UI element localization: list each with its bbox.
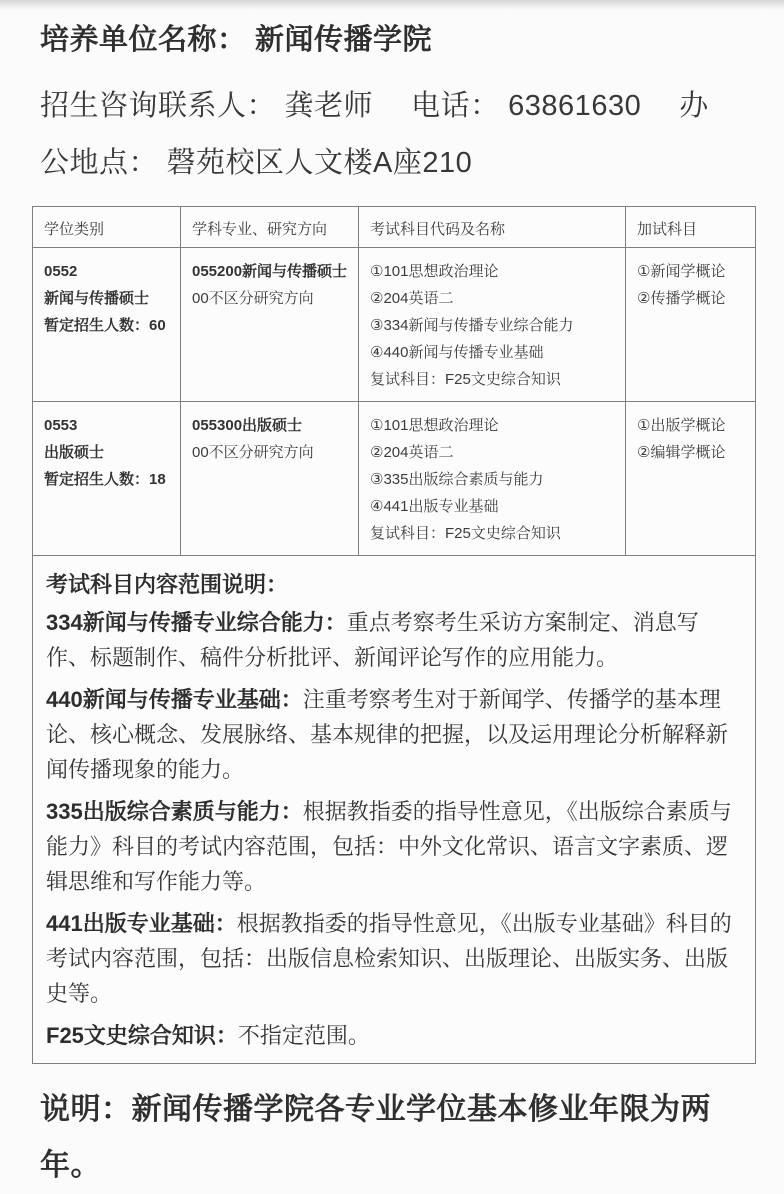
- cell-line: ②204英语二: [370, 290, 454, 307]
- note-paragraph: [46, 1018, 741, 1053]
- cell-line: ①出版学概论: [637, 417, 726, 434]
- cell-line: 新闻与传播硕士: [44, 290, 150, 307]
- note-paragraph: [46, 605, 741, 675]
- cell-line: ①101思想政治理论: [370, 263, 499, 280]
- note-paragraph: [46, 794, 741, 899]
- notes-row: [33, 556, 756, 1064]
- column-header: 学科专业、研究方向: [181, 207, 359, 248]
- column-header: 考试科目代码及名称: [359, 207, 626, 248]
- degree-category-cell: [33, 248, 181, 402]
- cell-line: ②204英语二: [370, 444, 454, 461]
- footer-note: 说明：新闻传播学院各专业学位基本修业年限为两年。: [40, 1093, 711, 1182]
- notes-paragraphs: [46, 605, 741, 1053]
- cell-line: 暂定招生人数：18: [44, 471, 166, 488]
- note-subject-text: 注重考察考生对于新闻学、传播学的基本理论、核心概念、发展脉络、基本规律的把握，以及运用理论分析解释新闻传播现象的能力。: [46, 687, 729, 782]
- table-row: [33, 402, 756, 556]
- note-subject-text: 不指定范围。: [237, 1023, 370, 1048]
- admission-contact-info: 招生咨询联系人： 龚老师 电话： 63861630 办公地点： 磬苑校区人文楼A座210: [40, 90, 709, 179]
- exam-subjects-cell: [359, 248, 626, 402]
- note-subject-lead: 335出版综合素质与能力：: [46, 799, 303, 824]
- major-direction-cell: [181, 248, 359, 402]
- cell-line: 暂定招生人数：60: [44, 317, 166, 334]
- table-notes-section: [33, 556, 756, 1064]
- exam-subjects-cell: [359, 402, 626, 556]
- cell-line: 00不区分研究方向: [192, 290, 314, 307]
- note-paragraph: [46, 906, 741, 1011]
- note-subject-lead: 440新闻与传播专业基础：: [46, 687, 303, 712]
- table-head: [33, 207, 756, 248]
- note-paragraph: [46, 682, 741, 787]
- additional-subjects-cell: [626, 402, 756, 556]
- cell-line: 复试科目：F25文史综合知识: [370, 525, 561, 542]
- notes-cell: [33, 556, 756, 1064]
- cell-line: ②编辑学概论: [637, 444, 726, 461]
- cell-line: ②传播学概论: [637, 290, 726, 307]
- admission-table: [32, 206, 756, 1064]
- table-header-row: [33, 207, 756, 248]
- cell-line: ①新闻学概论: [637, 263, 726, 280]
- cell-line: 出版硕士: [44, 444, 105, 461]
- degree-category-cell: [33, 402, 181, 556]
- table-row: [33, 248, 756, 402]
- training-unit-title: 培养单位名称： 新闻传播学院: [40, 24, 433, 56]
- cell-line: 0552: [44, 263, 78, 280]
- cell-line: ④440新闻与传播专业基础: [370, 344, 544, 361]
- additional-subjects-cell: [626, 248, 756, 402]
- cell-line: ③335出版综合素质与能力: [370, 471, 544, 488]
- cell-line: 00不区分研究方向: [192, 444, 314, 461]
- cell-line: ④441出版专业基础: [370, 498, 499, 515]
- notes-title: 考试科目内容范围说明：: [46, 572, 289, 597]
- note-subject-text: 根据教指委的指导性意见，《出版综合素质与能力》科目的考试内容范围，包括：中外文化常识、语言文字素质、逻辑思维和写作能力等。: [46, 799, 732, 894]
- cell-line: ③334新闻与传播专业综合能力: [370, 317, 574, 334]
- note-subject-text: 重点考察考生采访方案制定、消息写作、标题制作、稿件分析批评、新闻评论写作的应用能力。: [46, 610, 699, 670]
- cell-line: 复试科目：F25文史综合知识: [370, 371, 561, 388]
- note-subject-lead: F25文史综合知识：: [46, 1023, 238, 1048]
- cell-line: 055200新闻与传播硕士: [192, 263, 348, 280]
- major-direction-cell: [181, 402, 359, 556]
- column-header: 加试科目: [626, 207, 756, 248]
- table-body: [33, 248, 756, 556]
- cell-line: ①101思想政治理论: [370, 417, 499, 434]
- cell-line: 0553: [44, 417, 78, 434]
- cell-line: 055300出版硕士: [192, 417, 303, 434]
- note-subject-text: 根据教指委的指导性意见，《出版专业基础》科目的考试内容范围，包括：出版信息检索知识、出版理论、出版实务、出版史等。: [46, 911, 732, 1006]
- note-subject-lead: 334新闻与传播专业综合能力：: [46, 610, 347, 635]
- note-subject-lead: 441出版专业基础：: [46, 911, 237, 936]
- column-header: 学位类别: [33, 207, 181, 248]
